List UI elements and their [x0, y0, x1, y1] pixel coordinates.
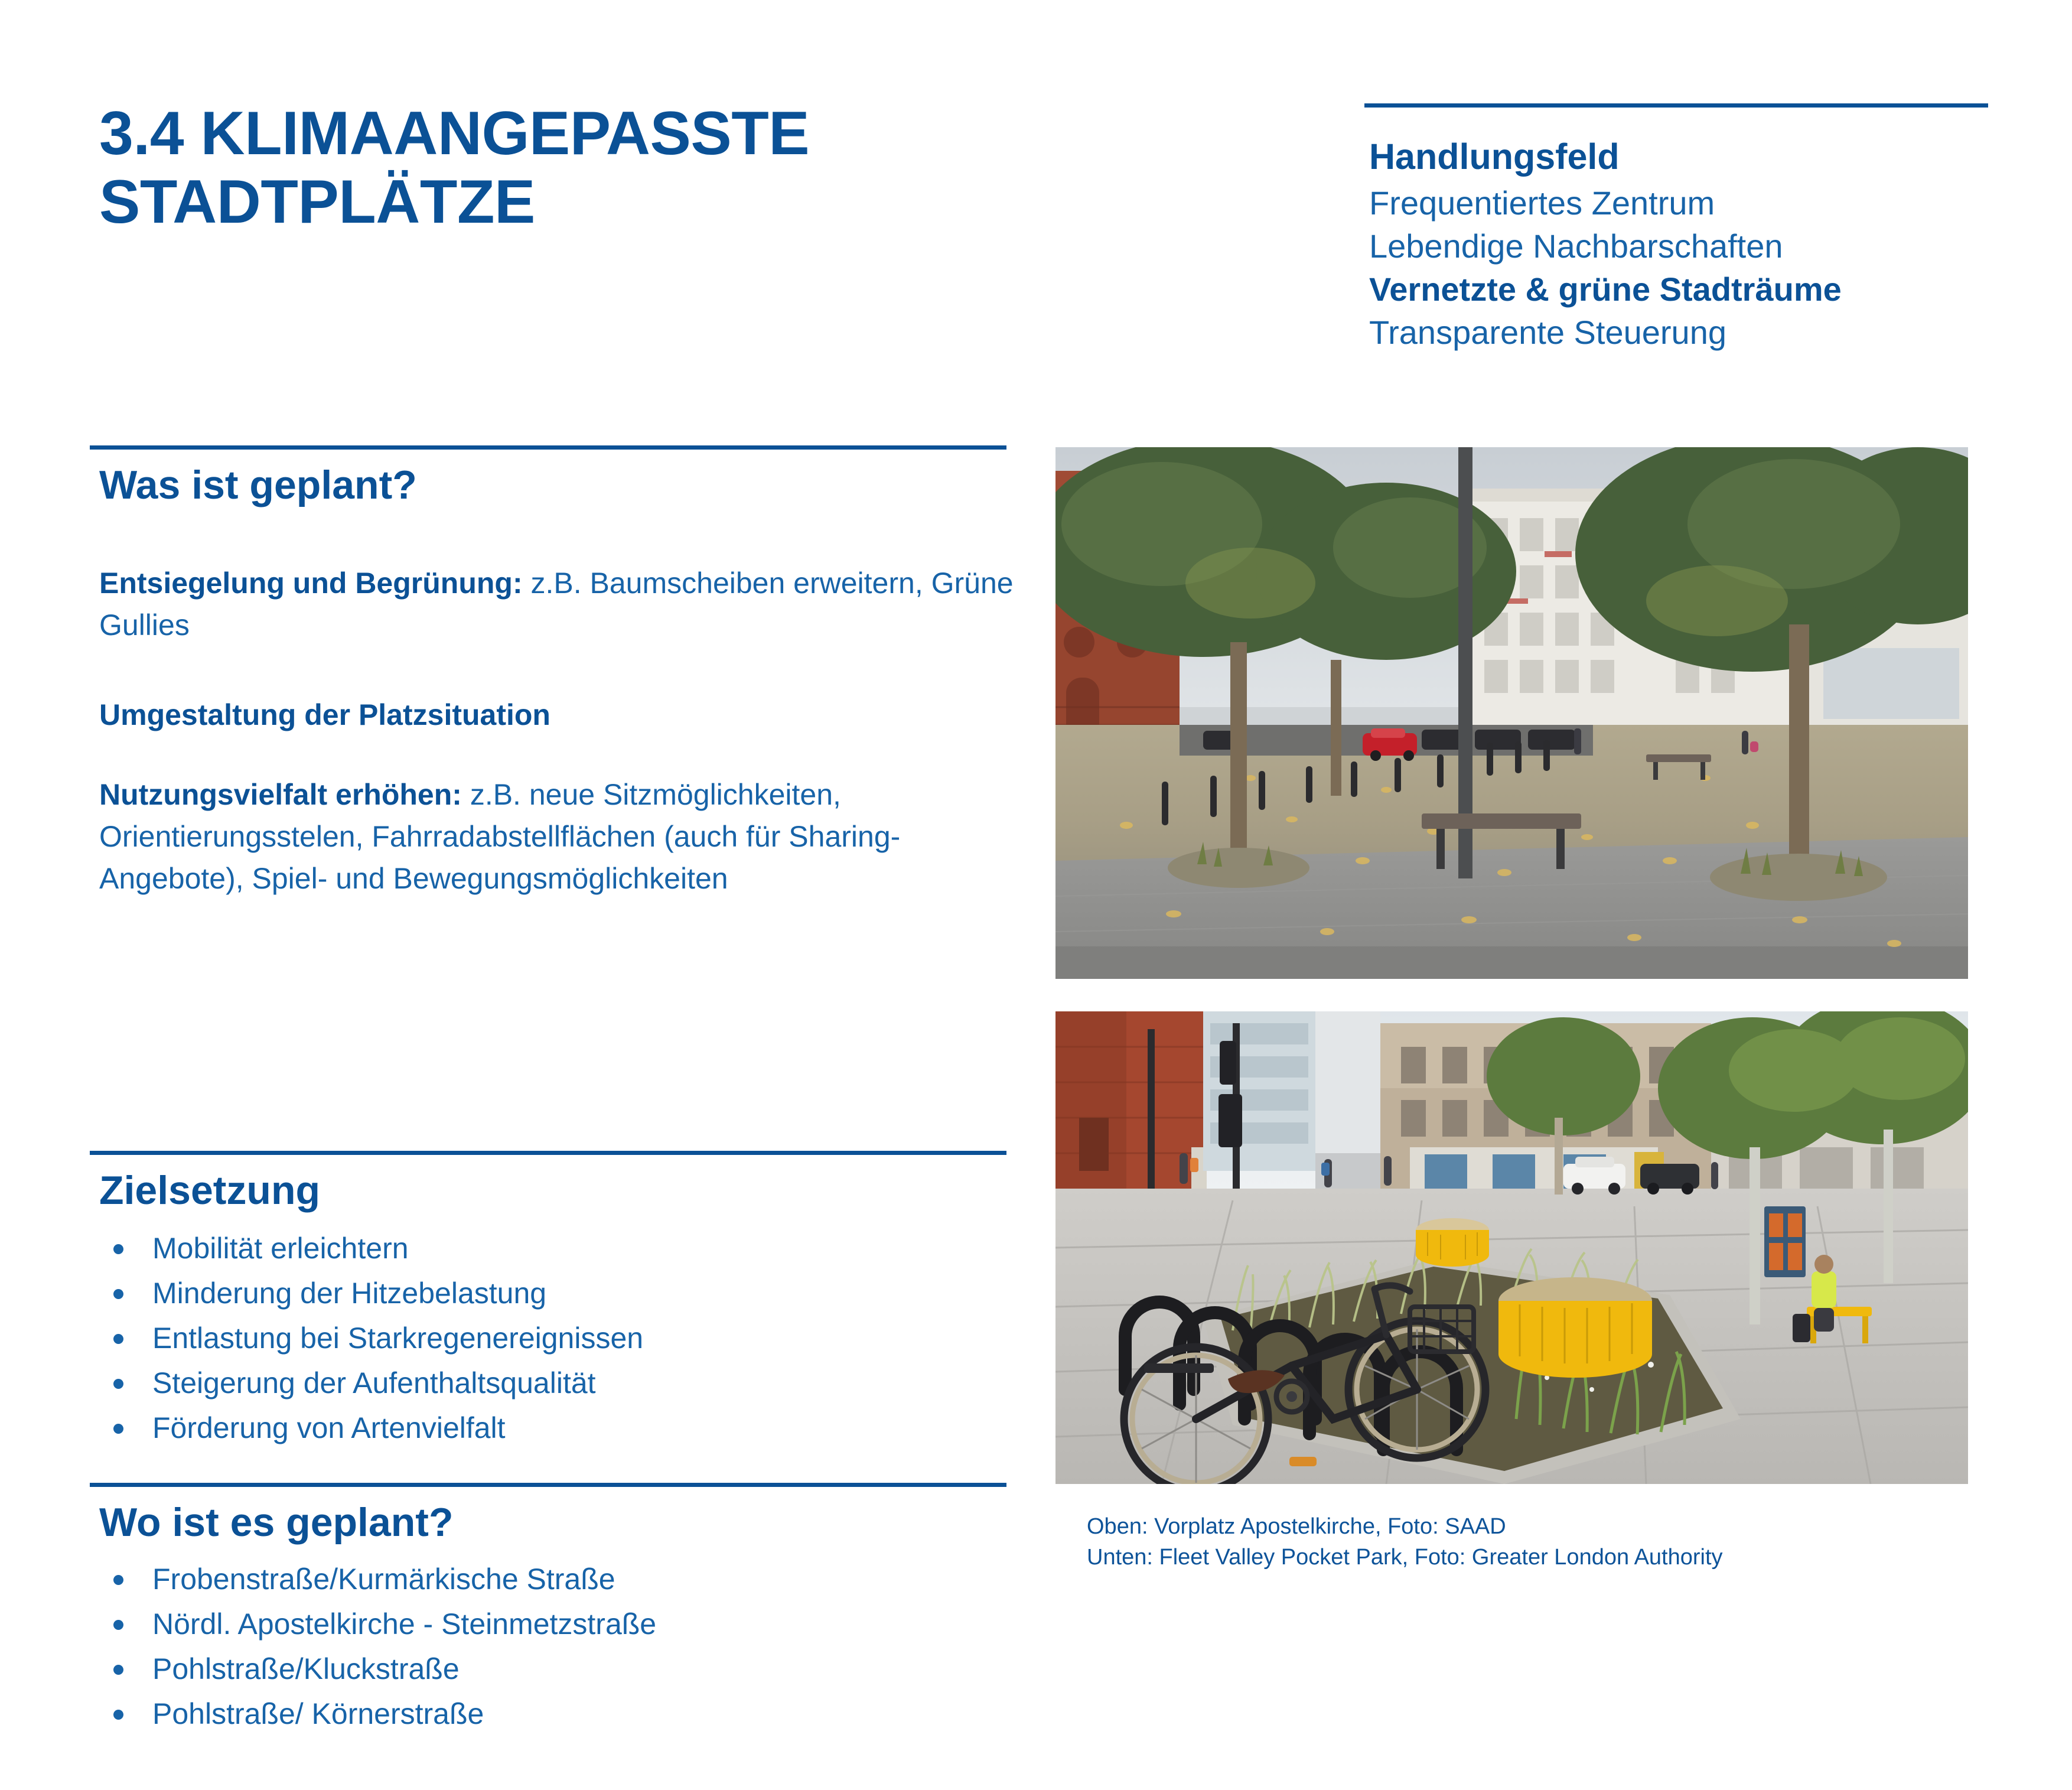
geplant-paragraph-1	[99, 562, 1021, 646]
geplant-paragraph-2-lead: Umgestaltung der Platzsituation	[99, 698, 550, 731]
wo-list	[104, 1558, 1025, 1738]
list-item: Pohlstraße/Kluckstraße	[104, 1648, 1025, 1690]
list-item: Mobilität erleichtern	[104, 1228, 1025, 1269]
handlungsfeld-block	[1369, 135, 1995, 354]
geplant-paragraph-1-lead: Entsiegelung und Begrünung:	[99, 567, 523, 600]
handlungsfeld-item-lebendige-nachbarschaften: Lebendige Nachbarschaften	[1369, 227, 1783, 265]
handlungsfeld-heading: Handlungsfeld	[1369, 136, 1620, 177]
geplant-divider	[90, 445, 1006, 450]
handlungsfeld-item-vernetzte-gruene-stadtraeume: Vernetzte & grüne Stadträume	[1369, 271, 1842, 308]
geplant-paragraph-3-lead: Nutzungsvielfalt erhöhen:	[99, 778, 462, 811]
page-title	[99, 99, 1056, 237]
list-item: Minderung der Hitzebelastung	[104, 1272, 1025, 1314]
geplant-paragraph-3	[99, 774, 1021, 900]
zielsetzung-divider	[90, 1151, 1006, 1155]
list-item: Förderung von Artenvielfalt	[104, 1407, 1025, 1449]
geplant-paragraph-2	[99, 694, 1021, 736]
list-item: Frobenstraße/Kurmärkische Straße	[104, 1558, 1025, 1600]
wo-heading: Wo ist es geplant?	[99, 1500, 454, 1545]
list-item: Pohlstraße/ Körnerstraße	[104, 1693, 1025, 1734]
photo-caption	[1087, 1511, 1973, 1573]
list-item: Entlastung bei Starkregenereignissen	[104, 1317, 1025, 1359]
page-title-line-1: 3.4 KLIMAANGEPASSTE	[99, 99, 810, 168]
photo-caption-line-2: Unten: Fleet Valley Pocket Park, Foto: Greater London Authority	[1087, 1545, 1723, 1570]
geplant-paragraph-3-rest: z.B. neue Sitzmöglichkeiten, Orientierungsstelen, Fahrradabstellflächen (auch für Sharing-Angebote), Spiel- und Bewegungsmöglichkeiten	[99, 778, 901, 895]
photo-top-illustration	[1055, 447, 1968, 979]
photo-vorplatz-apostelkirche	[1055, 447, 1968, 979]
wo-divider	[90, 1483, 1006, 1487]
handlungsfeld-divider	[1364, 103, 1988, 108]
list-item: Nördl. Apostelkirche - Steinmetzstraße	[104, 1603, 1025, 1645]
zielsetzung-list	[104, 1228, 1025, 1452]
geplant-heading: Was ist geplant?	[99, 463, 417, 507]
geplant-paragraph-1-rest: z.B. Baumscheiben erweitern, Grüne Gullies	[99, 567, 1014, 642]
photo-fleet-valley-pocket-park	[1055, 1011, 1968, 1484]
handlungsfeld-item-frequentiertes-zentrum: Frequentiertes Zentrum	[1369, 184, 1715, 222]
list-item: Steigerung der Aufenthaltsqualität	[104, 1362, 1025, 1404]
zielsetzung-heading: Zielsetzung	[99, 1168, 321, 1213]
page-title-line-2: STADTPLÄTZE	[99, 168, 535, 237]
photo-caption-line-1: Oben: Vorplatz Apostelkirche, Foto: SAAD	[1087, 1514, 1506, 1539]
photo-bottom-illustration	[1055, 1011, 1968, 1484]
handlungsfeld-item-transparente-steuerung: Transparente Steuerung	[1369, 313, 1726, 351]
